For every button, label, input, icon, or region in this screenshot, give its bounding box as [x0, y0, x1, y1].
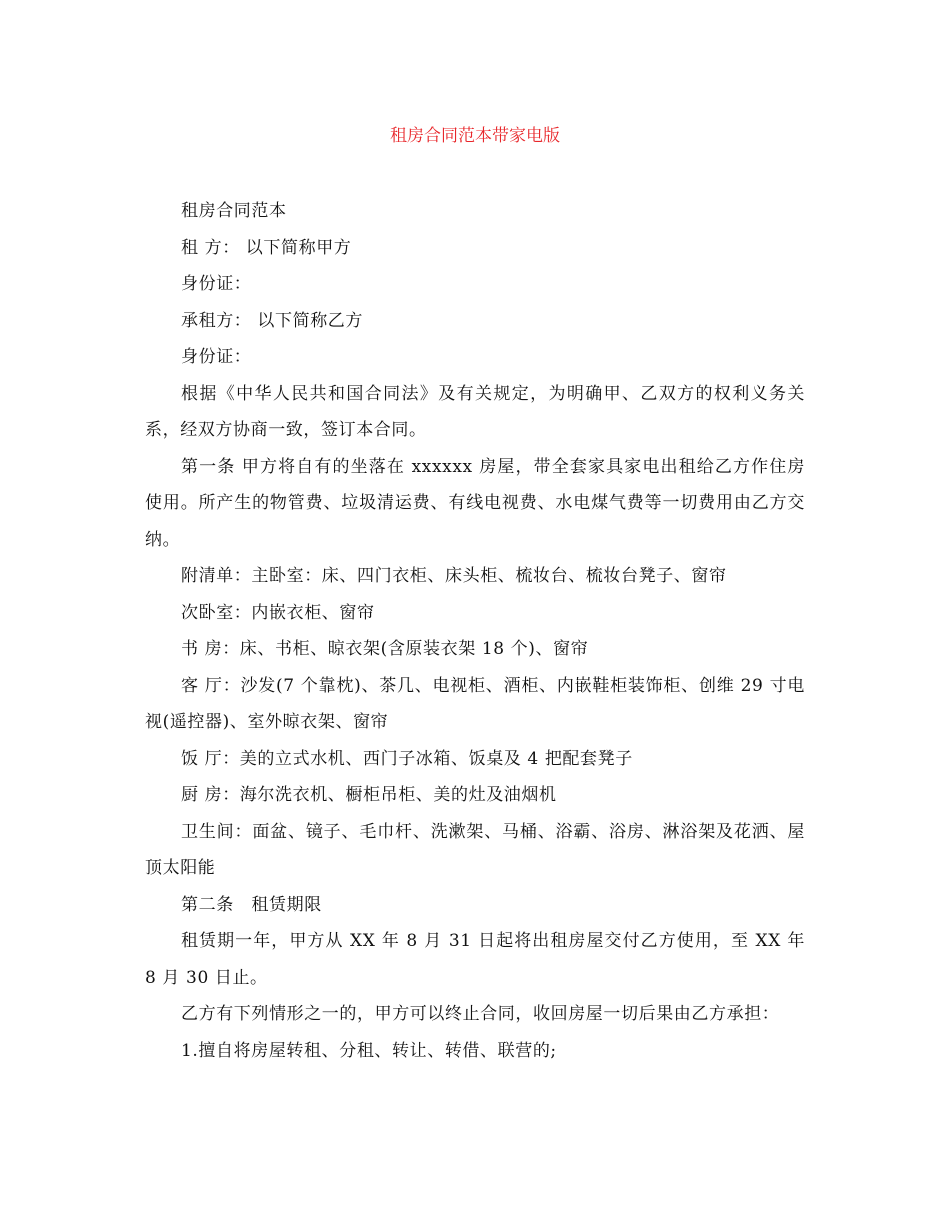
paragraph-article-2-heading: 第二条 租赁期限	[181, 894, 322, 915]
paragraph-inventory-kitchen: 厨 房：海尔洗衣机、橱柜吊柜、美的灶及油烟机	[181, 785, 557, 805]
paragraph-lessor: 租 方： 以下简称甲方	[181, 237, 352, 258]
paragraph-article-1: 第一条 甲方将自有的坐落在 xxxxxx 房屋，带全套家具家电出租给乙方作住房使用。所产生的物管费、垃圾清运费、有线电视费、水电煤气费等一切费用由乙方交纳。	[145, 456, 805, 550]
document-body	[145, 193, 805, 1069]
paragraph-inventory-dining-room: 饭 厅：美的立式水机、西门子冰箱、饭桌及 4 把配套凳子	[181, 748, 633, 769]
paragraph-inventory-living-room: 客 厅：沙发(7 个靠枕)、茶几、电视柜、酒柜、内嵌鞋柜装饰柜、创维 29 寸电视(遥控器)、室外晾衣架、窗帘	[145, 675, 805, 732]
paragraph-lessee: 承租方： 以下简称乙方	[181, 310, 364, 331]
paragraph-heading: 租房合同范本	[181, 201, 287, 221]
paragraph-inventory-master-bedroom: 附清单：主卧室：床、四门衣柜、床头柜、梳妆台、梳妆台凳子、窗帘	[181, 566, 727, 586]
paragraph-inventory-study: 书 房：床、书柜、晾衣架(含原装衣架 18 个)、窗帘	[181, 639, 589, 659]
paragraph-condition-1: 1.擅自将房屋转租、分租、转让、转借、联营的;	[181, 1040, 557, 1061]
document-title: 租房合同范本带家电版	[390, 126, 560, 146]
paragraph-lessor-id: 身份证：	[181, 274, 252, 294]
paragraph-inventory-bathroom: 卫生间：面盆、镜子、毛巾杆、洗漱架、马桶、浴霸、浴房、淋浴架及花洒、屋顶太阳能	[145, 821, 805, 878]
paragraph-termination-conditions: 乙方有下列情形之一的，甲方可以终止合同，收回房屋一切后果由乙方承担：	[181, 1004, 780, 1024]
paragraph-lease-term: 租赁期一年，甲方从 XX 年 8 月 31 日起将出租房屋交付乙方使用，至 XX 年 8 月 30 日止。	[145, 931, 805, 988]
paragraph-lessee-id: 身份证：	[181, 347, 252, 367]
paragraph-preamble: 根据《中华人民共和国合同法》及有关规定，为明确甲、乙双方的权利义务关系，经双方协商一致，签订本合同。	[145, 383, 805, 440]
paragraph-inventory-second-bedroom: 次卧室：内嵌衣柜、窗帘	[181, 602, 375, 623]
